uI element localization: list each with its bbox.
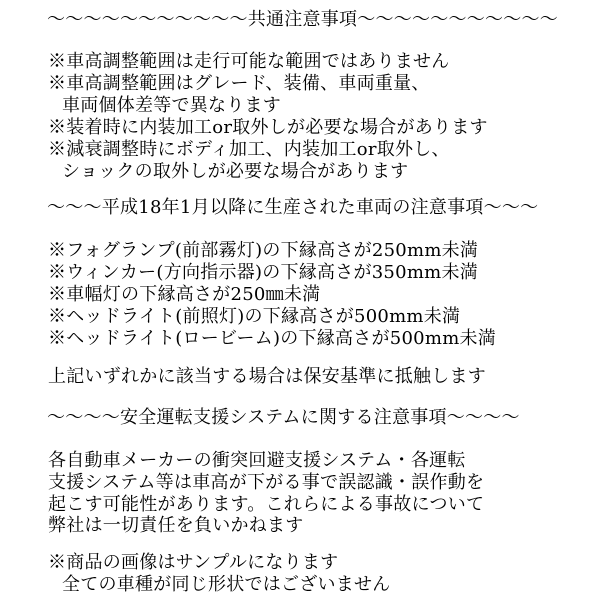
notice-line: ※ウィンカー(方向指示器)の下縁高さが350mm未満 [48, 262, 478, 283]
notice-line-continuation: ショックの取外しが必要な場合があります [62, 161, 409, 182]
notice-line: ※装着時に内装加工or取外しが必要な場合があります [48, 117, 488, 138]
notice-line-safety-standard: 上記いずれかに該当する場合は保安基準に抵触します [48, 366, 486, 387]
notice-line: ※ヘッドライト(ロービーム)の下縁高さが500mm未満 [48, 328, 497, 349]
section-header-heisei18: ～～～平成18年1月以降に生産された車両の注意事項～～～ [47, 197, 539, 218]
notice-line-continuation: 車両個体差等で異なります [62, 95, 281, 116]
notice-line: ※車高調整範囲はグレード、装備、車両重量、 [48, 73, 430, 94]
notice-line: 起こす可能性があります。これらによる事故について [48, 494, 485, 515]
notice-line: 各自動車メーカーの衝突回避支援システム・各運転 [48, 450, 466, 471]
section-header-common: ～～～～～～～～～～～共通注意事項～～～～～～～～～～～ [47, 9, 558, 30]
notice-line: ※車高調整範囲は走行可能な範囲ではありません [48, 51, 450, 72]
notice-line: ※車幅灯の下縁高さが250㎜未満 [48, 284, 321, 305]
notice-line: 弊社は一切責任を負いかねます [48, 515, 304, 536]
notice-line: ※ヘッドライト(前照灯)の下縁高さが500mm未満 [48, 306, 461, 327]
notice-line-sample-image: ※商品の画像はサンプルになります [48, 552, 339, 573]
section-header-driver-assist: ～～～～安全運転支援システムに関する注意事項～～～～ [47, 407, 520, 428]
notice-line: 支援システム等は車高が下がる事で誤認識・誤作動を [48, 472, 485, 493]
notice-line: ※フォグランプ(前部霧灯)の下縁高さが250mm未満 [48, 240, 479, 261]
notice-line: ※減衰調整時にボディ加工、内装加工or取外し、 [48, 139, 450, 160]
notice-line-continuation: 全ての車種が同じ形状ではございません [62, 574, 391, 595]
